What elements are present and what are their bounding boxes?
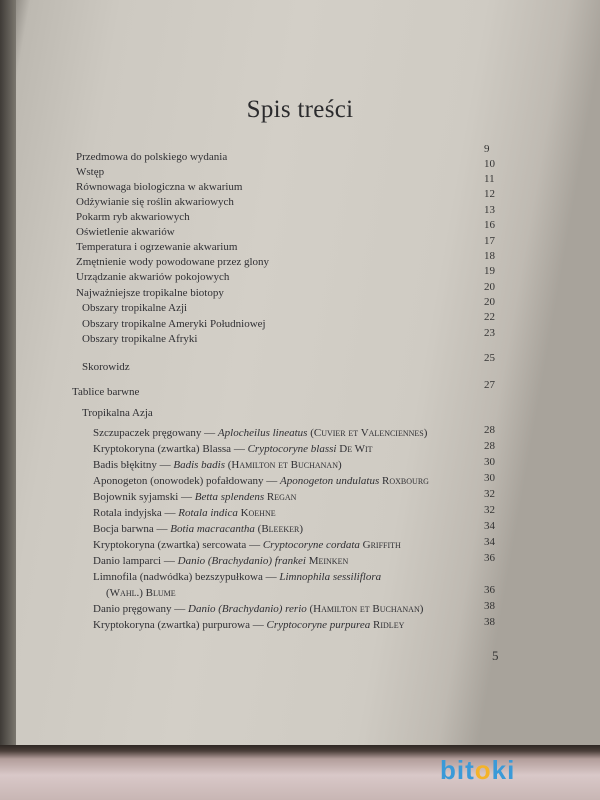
toc-page-number: 17 [484,235,495,247]
species-page-number: 28 [484,440,495,452]
toc-entry: Urządzanie akwariów pokojowych [76,271,230,283]
species-page-number: 38 [484,616,495,628]
species-page-number: 36 [484,552,495,564]
species-entry: Aponogeton (onowodek) pofałdowany — Aponogeton undulatus Roxbourg [93,475,429,487]
species-page-number: 30 [484,456,495,468]
toc-page-number: 11 [484,173,495,185]
toc-subentry: Obszary tropikalne Azji [82,302,188,314]
toc-page-number: 18 [484,250,495,262]
species-entry: Rotala indyjska — Rotala indica Koehne [93,507,276,519]
page-title: Spis treści [246,96,354,123]
species-page-number: 38 [484,600,495,612]
species-entry: Danio pręgowany — Danio (Brachydanio) rerio (Hamilton et Buchanan) [93,603,424,615]
toc-page-number: 13 [484,204,495,216]
species-page-number: 28 [484,424,495,436]
species-page-number: 34 [484,536,495,548]
toc-page-number: 19 [484,265,495,277]
toc-subentry: Obszary tropikalne Ameryki Południowej [82,318,266,330]
toc-page-number: 27 [484,379,495,391]
toc-page-number: 12 [484,188,495,200]
toc-page-number: 25 [484,352,495,364]
toc-entry-index: Skorowidz [82,361,130,373]
page-folio-number: 5 [492,648,499,663]
species-entry-continuation: (Wahl.) Blume [106,587,176,599]
toc-section-heading: Tropikalna Azja [82,407,153,419]
species-page-number: 36 [484,584,495,596]
toc-page-number: 16 [484,219,495,231]
toc-entry: Pokarm ryb akwariowych [76,211,190,223]
toc-page-number: 23 [484,327,495,339]
species-page-number: 34 [484,520,495,532]
species-entry: Kryptokoryna (zwartka) Blassa — Cryptocoryne blassi De Wit [93,443,373,455]
toc-page-number: 20 [484,281,495,293]
toc-subentry: Obszary tropikalne Afryki [82,333,198,345]
species-page-number: 32 [484,488,495,500]
toc-page-number: 20 [484,296,495,308]
species-entry: Kryptokoryna (zwartka) sercowata — Cryptocoryne cordata Griffith [93,539,401,551]
species-entry: Kryptokoryna (zwartka) purpurowa — Cryptocoryne purpurea Ridley [93,619,405,631]
toc-entry: Zmętnienie wody powodowane przez glony [76,256,270,268]
species-entry: Badis błękitny — Badis badis (Hamilton et Buchanan) [93,459,342,471]
toc-entry-plates: Tablice barwne [72,386,140,398]
species-page-number: 32 [484,504,495,516]
toc-entry: Wstęp [76,166,105,178]
species-entry: Bojownik syjamski — Betta splendens Regan [93,491,297,503]
species-entry: Danio lamparci — Danio (Brachydanio) frankei Meinken [93,555,349,567]
toc-entry: Temperatura i ogrzewanie akwarium [76,241,238,253]
toc-entry: Oświetlenie akwariów [76,226,175,238]
toc-entry: Przedmowa do polskiego wydania [76,151,228,163]
toc-entry: Najważniejsze tropikalne biotopy [76,287,224,299]
species-entry: Bocja barwna — Botia macracantha (Bleeker) [93,523,303,535]
toc-page-number: 22 [484,311,495,323]
species-page-number: 30 [484,472,495,484]
watermark-logo: bitoki [440,755,516,785]
toc-entry: Równowaga biologiczna w akwarium [76,181,243,193]
species-entry: Limnofila (nadwódka) bezszypułkowa — Limnophila sessiliflora [93,571,382,583]
species-entry: Szczupaczek pręgowany — Aplocheilus lineatus (Cuvier et Valenciennes) [93,427,428,439]
toc-page-number: 10 [484,158,495,170]
toc-page-number: 9 [484,143,490,155]
toc-entry: Odżywianie się roślin akwariowych [76,196,234,208]
